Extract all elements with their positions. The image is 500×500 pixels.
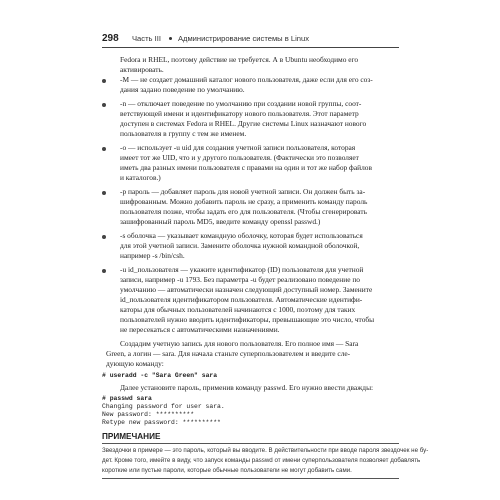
note-line: дет. Кроме того, имейте в виду, что запуск команды passwd от имени суперпользователя позволяет добавлять — [102, 457, 421, 464]
shell-prompt: # — [102, 395, 106, 402]
code-command: passwd sara — [109, 395, 152, 402]
bullet-line: -s оболочка — указывает командную оболочку, которая будет использоваться — [120, 231, 363, 240]
bullet-icon — [102, 235, 106, 239]
running-head — [132, 34, 309, 43]
bullet-icon — [102, 147, 106, 151]
bullet-line: -o — использует -u uid для создания учетной записи пользователя, которая — [120, 143, 356, 152]
header-rule — [102, 47, 399, 48]
code-output-line: New password: ********** — [102, 411, 195, 418]
bullet-line: шифрованным. Можно добавить пароль не сразу, а применить команду пароль — [120, 197, 368, 206]
page-number: 298 — [102, 33, 119, 44]
code-output-line: Changing password for user sara. — [102, 403, 225, 410]
note-rule — [102, 443, 399, 444]
bullet-line: каторы для обычных пользователей начинаются с 1000, поэтому для таких — [120, 305, 356, 314]
bullet-line: иметь два разных имени пользователя с правами на один и тот же набор файлов — [120, 163, 372, 172]
bullet-line: пользователей нужно вводить идентификаторы, превышающие это число, чтобы — [120, 315, 375, 324]
note-title: ПРИМЕЧАНИЕ — [102, 432, 161, 441]
bullet-line: дания задано поведение по умолчанию. — [120, 85, 245, 94]
intro-line: активировать. — [120, 65, 164, 74]
bullet-line: пользователя в группу с тем же именем. — [120, 129, 247, 138]
code-block — [102, 372, 217, 381]
code-output-line: Retype new password: ********** — [102, 419, 221, 426]
bullet-line: умолчанию — автоматически назначен следующий доступный номер. Замените — [120, 285, 373, 294]
part-label: Часть III — [132, 34, 161, 43]
bullet-icon — [102, 269, 106, 273]
bullet-line: пользователя позже, чтобы задать его для пользователя. (Чтобы сгенерировать — [120, 207, 367, 216]
bullet-line: id_пользователя идентификатором пользователя. Автоматические идентифи- — [120, 295, 363, 304]
paragraph-line: Green, а логин — sara. Для начала станьте суперпользователем и введите сле- — [106, 349, 351, 358]
bullet-line: например -s /bin/csh. — [120, 251, 185, 260]
bullet-icon — [102, 103, 106, 107]
bullet-line: доступен в системах Fedora и RHEL. Другие системы Linux назначают нового — [120, 119, 367, 128]
paragraph-line: Далее установите пароль, применив команду passwd. Его нужно ввести дважды: — [120, 383, 374, 392]
bullet-line: не пересекаться с автоматическими назначениями. — [120, 325, 280, 334]
paragraph-line: дующую команду: — [106, 359, 164, 368]
bullet-icon — [102, 191, 106, 195]
bullet-line: ветствующей имени и идентификатору нового пользователя. Этот параметр — [120, 109, 359, 118]
chapter-title: Администрирование системы в Linux — [177, 34, 310, 43]
paragraph-line: Создадим учетную запись для нового пользователя. Его полное имя — Sara — [120, 339, 359, 348]
bullet-line: записи, например -u 1793. Без параметра -u будет реализовано поведение по — [120, 275, 360, 284]
bullet-line: для этой учетной записи. Замените оболочка нужной командной оболочкой, — [120, 241, 360, 250]
intro-line: Fedora и RHEL, поэтому действие не требуется. А в Ubuntu необходимо его — [120, 55, 359, 64]
bullet-line: -p пароль — добавляет пароль для новой учетной записи. Он должен быть за- — [120, 187, 366, 196]
shell-prompt: # — [102, 372, 106, 379]
bullet-line: -M — не создает домашний каталог нового пользователя, даже если для его соз- — [120, 75, 373, 84]
note-rule-bottom — [102, 478, 399, 479]
bullet-line: имеет тот же UID, что и у другого пользователя. (Фактически это позволяет — [120, 153, 359, 162]
bullet-line: -u id_пользователя — укажите идентификатор (ID) пользователя для учетной — [120, 265, 364, 274]
bullet-line: и каталогов.) — [120, 173, 161, 182]
bullet-line: зашифрованный пароль MD5, введите команду openssl passwd.) — [120, 217, 321, 226]
page-header — [102, 33, 402, 49]
bullet-icon — [102, 79, 106, 83]
note-line: Звездочки в примере — это пароль, который вы вводите. В действительности при вводе пароля звездочек не бу- — [102, 447, 429, 454]
separator-dot-icon — [169, 37, 172, 40]
code-command: useradd -c "Sara Green" sara — [109, 372, 218, 379]
note-line: короткие или пустые пароли, которые обычные пользователи не могут добавить сами. — [102, 467, 352, 474]
bullet-line: -n — отключает поведение по умолчанию при создании новой группы, соот- — [120, 99, 362, 108]
